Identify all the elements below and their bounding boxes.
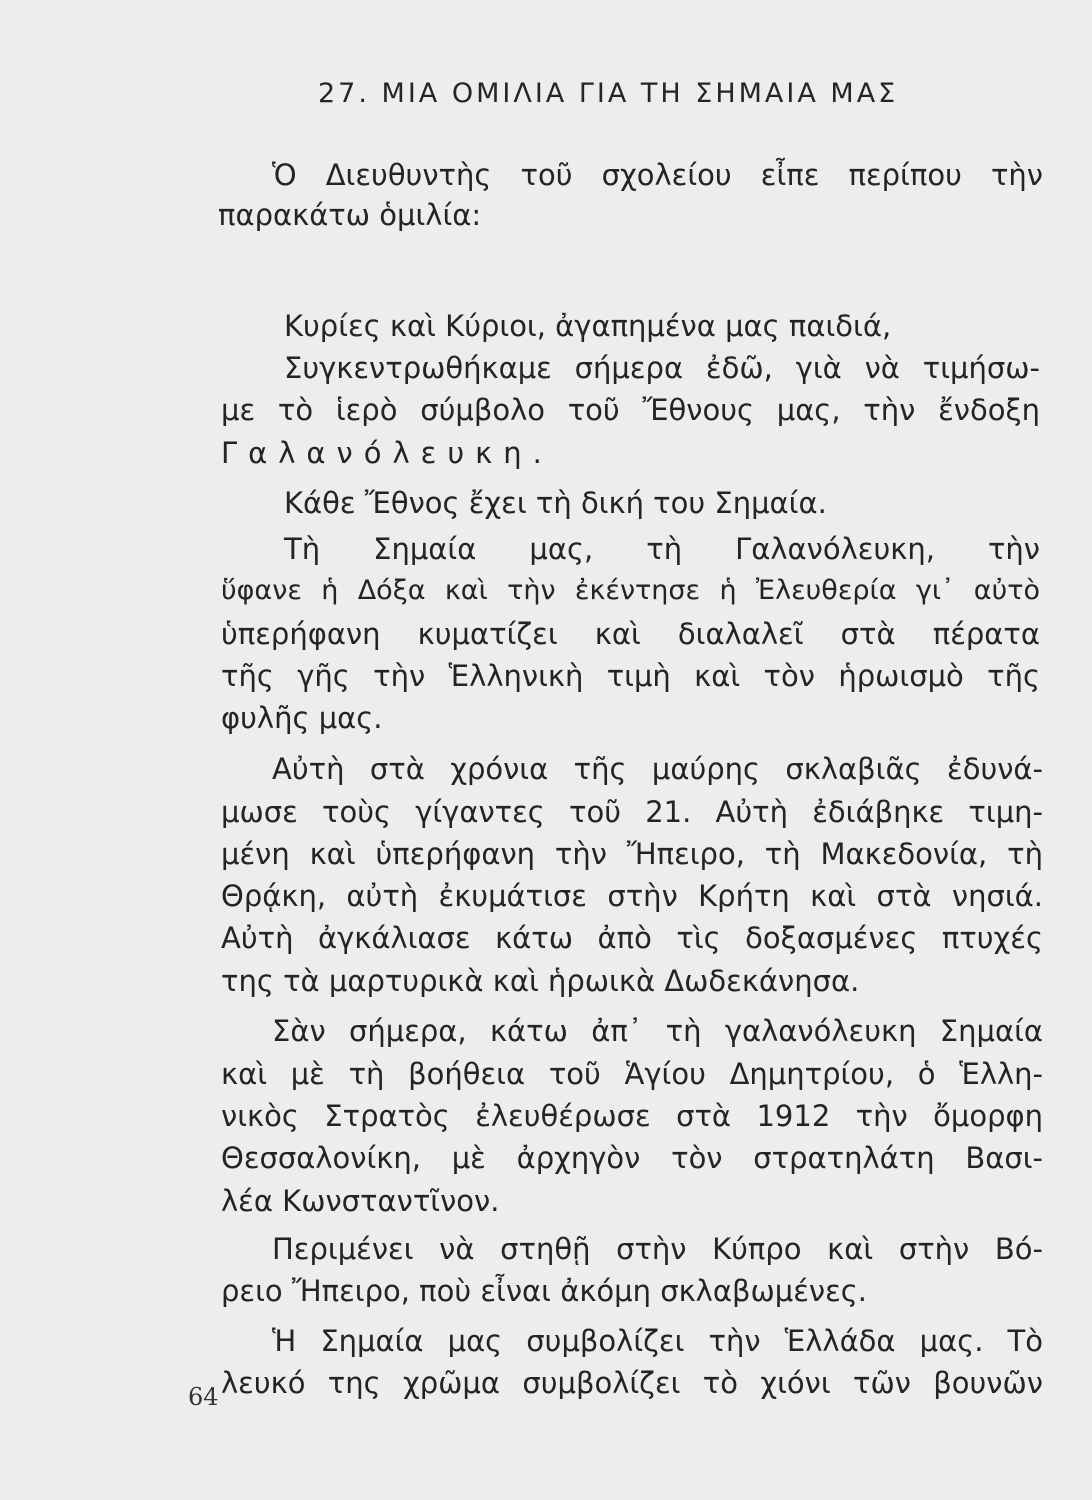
text-line: Κυρίες καὶ Κύριοι, ἀγαπημένα μας παιδιά, xyxy=(284,309,892,343)
text-line: Τὴ Σημαία μας, τὴ Γαλανόλευκη, τὴν xyxy=(284,532,1040,566)
chapter-title: 27. ΜΙΑ ΟΜΙΛΙΑ ΓΙΑ ΤΗ ΣΗΜΑΙΑ ΜΑΣ xyxy=(318,78,899,109)
text-line: με τὸ ἱερὸ σύμβολο τοῦ Ἔθνους μας, τὴν ἔνδοξη xyxy=(221,393,1040,427)
text-line: φυλῆς μας. xyxy=(221,701,383,735)
text-line: λέα Κωνσταντῖνον. xyxy=(221,1184,500,1218)
text-line: Συγκεντρωθήκαμε σήμερα ἐδῶ, γιὰ νὰ τιμήσω- xyxy=(284,351,1040,385)
text-line: μωσε τοὺς γίγαντες τοῦ 21. Αὐτὴ ἐδιάβηκε τιμη- xyxy=(221,795,1043,829)
text-line: λευκό της χρῶμα συμβολίζει τὸ χιόνι τῶν βουνῶν xyxy=(221,1366,1043,1400)
text-line: Περιμένει νὰ στηθῇ στὴν Κύπρο καὶ στὴν Βό- xyxy=(272,1232,1043,1266)
text-line: ρειο Ἤπειρο, ποὺ εἶναι ἀκόμη σκλαβωμένες. xyxy=(221,1274,867,1308)
text-line: Θρᾴκη, αὐτὴ ἐκυμάτισε στὴν Κρήτη καὶ στὰ νησιά. xyxy=(221,879,1043,913)
text-line: Θεσσαλονίκη, μὲ ἀρχηγὸν τὸν στρατηλάτη Βασι- xyxy=(221,1141,1043,1175)
text-line: ὑπερήφανη κυματίζει καὶ διαλαλεῖ στὰ πέρατα xyxy=(221,617,1040,651)
text-line: τῆς γῆς τὴν Ἑλληνικὴ τιμὴ καὶ τὸν ἡρωισμὸ τῆς xyxy=(221,659,1040,693)
text-line: παρακάτω ὁμιλία: xyxy=(218,198,482,232)
text-line: της τὰ μαρτυρικὰ καὶ ἡρωικὰ Δωδεκάνησα. xyxy=(221,964,860,998)
text-line: μένη καὶ ὑπερήφανη τὴν Ἤπειρο, τὴ Μακεδονία, τὴ xyxy=(221,837,1043,871)
text-line: Ὁ Διευθυντὴς τοῦ σχολείου εἶπε περίπου τὴν xyxy=(272,158,1043,192)
page-number: 64 xyxy=(188,1383,219,1411)
text-line: ὕφανε ἡ Δόξα καὶ τὴν ἐκέντησε ἡ Ἐλευθερία γι᾽ αὐτὸ xyxy=(221,575,1040,606)
text-line: Κάθε Ἔθνος ἔχει τὴ δική του Σημαία. xyxy=(284,486,827,520)
text-line: Γαλανόλευκη. xyxy=(221,436,553,470)
text-line: Σὰν σήμερα, κάτω ἀπ᾽ τὴ γαλανόλευκη Σημαία xyxy=(272,1014,1043,1048)
text-line: Αὐτὴ στὰ χρόνια τῆς μαύρης σκλαβιᾶς ἐδυνά- xyxy=(272,752,1043,786)
text-line: καὶ μὲ τὴ βοήθεια τοῦ Ἁγίου Δημητρίου, ὁ Ἑλλη- xyxy=(221,1057,1043,1091)
text-line: Αὐτὴ ἀγκάλιασε κάτω ἀπὸ τὶς δοξασμένες πτυχές xyxy=(221,921,1043,955)
text-line: Ἡ Σημαία μας συμβολίζει τὴν Ἑλλάδα μας. Τὸ xyxy=(272,1324,1043,1358)
text-line: νικὸς Στρατὸς ἐλευθέρωσε στὰ 1912 τὴν ὄμορφη xyxy=(221,1099,1043,1133)
